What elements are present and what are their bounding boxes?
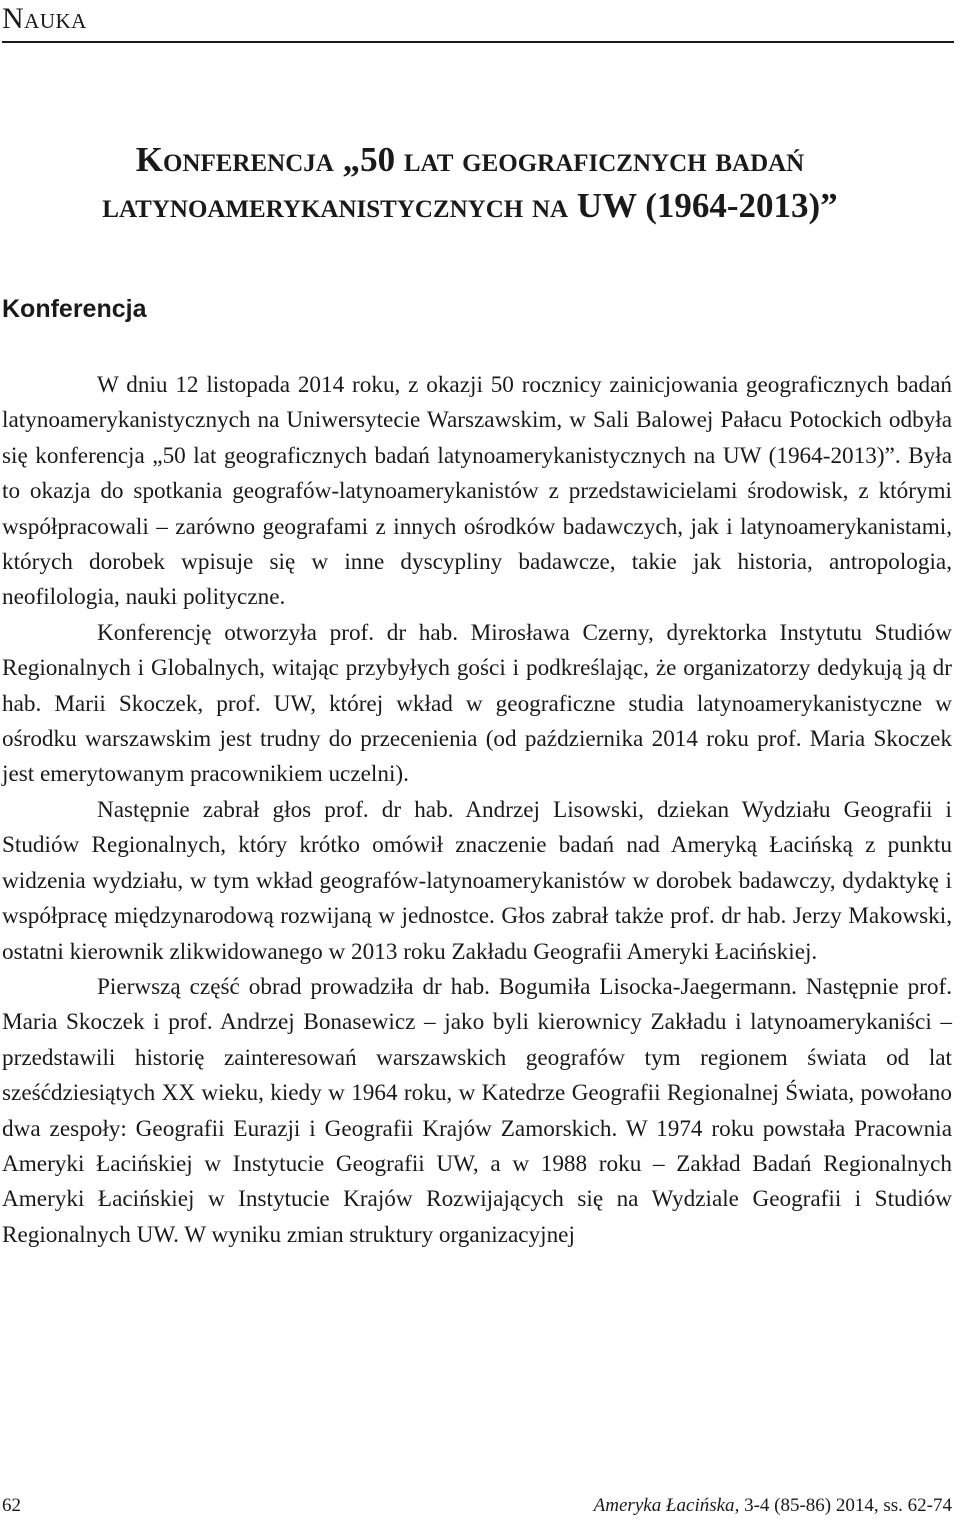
article-title <box>20 137 920 229</box>
section-name: Nauka <box>2 2 87 35</box>
page-footer <box>2 1492 952 1520</box>
paragraph: Pierwszą część obrad prowadziła dr hab. Bogumiła Lisocka-Jaegermann. Następnie prof. Maria Skoczek i prof. Andrzej Bonasewicz – jako byli kierownicy Zakładu i latynoamerykaniści – przedstawili historię zainteresowań warszawskich geografów tym regionem świata od lat sześćdziesiątych XX wieku, kiedy w 1964 roku, w Katedrze Geografii Regionalnej Świata, powołano dwa zespoły: Geografii Eurazji i Geografii Krajów Zamorskich. W 1974 roku powstała Pracownia Ameryki Łacińskiej w Instytucie Geografii UW, a w 1988 roku – Zakład Badań Regionalnych Ameryki Łacińskiej w Instytucie Krajów Rozwijających się na Wydziale Geografii i Studiów Regionalnych UW. W wyniku zmian struktury organizacyjnej <box>2 973 952 1248</box>
paragraph: Konferencję otworzyła prof. dr hab. Mirosława Czerny, dyrektorka Instytutu Studiów Regionalnych i Globalnych, witając przybyłych gości i podkreślając, że organizatorzy dedykują ją dr hab. Marii Skoczek, prof. UW, której wkład w geograficzne studia latynoamerykanistyczne w ośrodku warszawskim jest trudny do przecenienia (od października 2014 roku prof. Maria Skoczek jest emerytowanym pracownikiem uczelni). <box>2 619 952 788</box>
citation-details: , 3-4 (85-86) 2014, ss. 62-74 <box>734 1495 952 1516</box>
article-body <box>2 368 952 1253</box>
running-header <box>2 0 954 43</box>
paragraph: W dniu 12 listopada 2014 roku, z okazji 50 rocznicy zainicjowania geograficznych badań latynoamerykanistycznych na Uniwersytecie Warszawskim, w Sali Balowej Pałacu Potockich odbyła się konferencja „50 lat geograficznych badań latynoamerykanistycznych na UW (1964-2013)”. Była to okazja do spotkania geografów-latynoamerykanistów z przedstawicielami środowisk, z którymi współpracowali – zarówno geografami z innych ośrodków badawczych, jak i latynoamerykanistami, których dorobek wpisuje się w inne dyscypliny badawcze, takie jak historia, antropologia, neofilologia, nauki polityczne. <box>2 372 952 611</box>
article-title-line-2: latynoamerykanistycznych na UW (1964-2013)” <box>102 186 838 225</box>
journal-name: Ameryka Łacińska <box>593 1495 735 1516</box>
page-number: 62 <box>2 1495 21 1516</box>
journal-citation <box>594 1492 952 1520</box>
article-title-line-1: Konferencja „50 lat geograficznych badań <box>135 140 805 179</box>
paragraph: Następnie zabrał głos prof. dr hab. Andrzej Lisowski, dziekan Wydziału Geografii i Studiów Regionalnych, który krótko omówił znaczenie badań nad Ameryką Łacińską z punktu widzenia wydziału, w tym wkład geografów-latynoamerykanistów w dorobek badawczy, dydaktykę i współpracę międzynarodową rozwijaną w jednostce. Głos zabrał także prof. dr hab. Jerzy Makowski, ostatni kierownik zlikwidowanego w 2013 roku Zakładu Geografii Ameryki Łacińskiej. <box>2 796 952 965</box>
section-heading: Konferencja <box>2 295 147 323</box>
